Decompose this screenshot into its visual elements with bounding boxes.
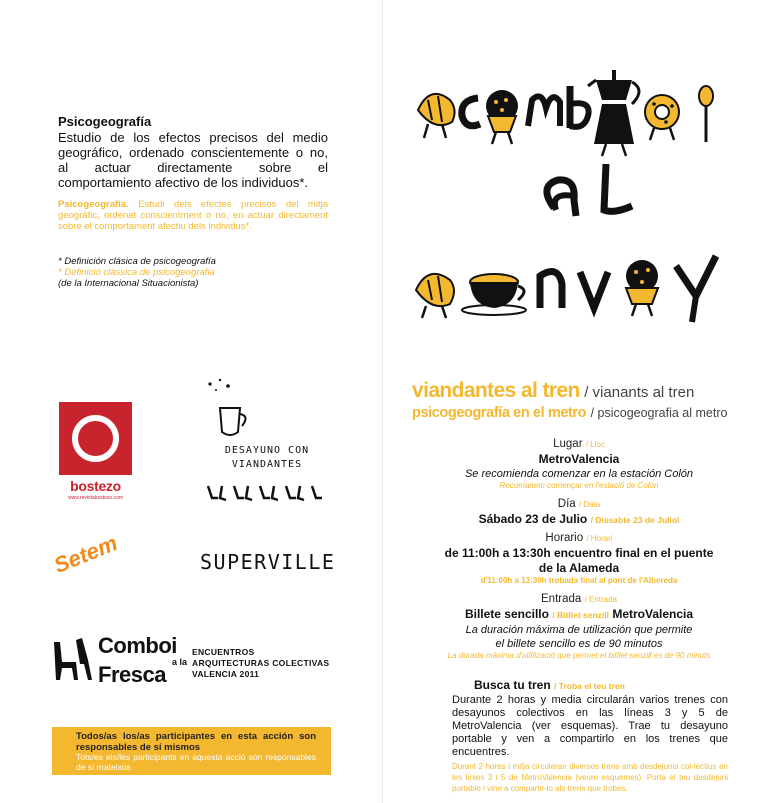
letter-n-icon (540, 272, 562, 309)
desayuno-logo-art (200, 376, 330, 506)
definition-ca (58, 199, 328, 232)
footnote (58, 256, 318, 289)
donut-icon (645, 95, 679, 140)
subhead-ca: / psicogeografia al metro (590, 406, 728, 420)
definition-ca-text: Estudi dels efectes precisos del mitja geogràfic, ordenat conscientment o no, en actuar directament sobre el comportament afectiu dels individus*. (58, 199, 328, 232)
section-lugar (424, 437, 734, 491)
notice-ca: Tots/es els/les participants en aquesta acció són responsables de sí mateixos (76, 752, 316, 772)
entrada-label-ca: / Entrada (584, 595, 617, 604)
letter-l-icon (604, 164, 632, 211)
subhead (412, 404, 727, 422)
footnote-source: (de la Internacional Situacionista) (58, 278, 199, 289)
letter-m-icon (528, 96, 560, 126)
letter-b-icon (570, 86, 589, 128)
encuentros-label: ENCUENTROS ARQUITECTURAS COLECTIVAS VALENCIA 2011 (192, 647, 330, 679)
croissant-icon (418, 94, 455, 138)
title-art (410, 60, 745, 330)
moka-pot-icon (588, 70, 639, 156)
definition-title: Psicogeografía (58, 114, 152, 129)
splash-dots-icon (208, 379, 229, 391)
lugar-value: MetroValencia (538, 452, 620, 466)
section-entrada (424, 592, 734, 661)
busca-text: Durante 2 horas y media circularán varios trenes con desayunos colectivos en las líneas 3 y 5 de MetroValencia (ver esquemas). Trae tu desayuno portable y ven a compartirlo en los trenes que encuentres. (452, 694, 728, 758)
lugar-note: Se recomienda comenzar en la estación Colón (464, 468, 694, 480)
footnote-ca: * Definició clàssica de psicogeografia (58, 267, 215, 278)
section-dia (424, 497, 734, 528)
setem-logo: Setem (50, 530, 121, 579)
entrada-note: La duración máxima de utilización que permite el billete sencillo es de 90 minutos (465, 624, 693, 650)
muffin-icon (626, 260, 658, 316)
lugar-label-ca: / Lloc (585, 440, 605, 449)
headline-ca: / vianants al tren (584, 384, 695, 401)
entrada-label: Entrada (541, 593, 582, 605)
dia-label: Día (557, 498, 576, 510)
headline (412, 379, 694, 403)
lugar-label: Lugar (553, 438, 583, 450)
comboi-wordmark-1: Comboi (98, 633, 177, 658)
chair-icon (50, 634, 96, 684)
bostezo-ring-icon (72, 415, 119, 462)
section-horario (424, 531, 734, 586)
notice-es: Todos/as los/as participantes en esta acción son responsables de sí mismos (76, 731, 316, 753)
letter-y-icon (676, 256, 716, 322)
walking-feet-icon (208, 486, 322, 500)
entrada-value-ca: / Bitllet senzill (552, 610, 609, 620)
letter-v-icon (580, 272, 608, 308)
croissant-icon (416, 274, 454, 318)
dia-label-ca: / Data (578, 500, 601, 509)
spoon-icon (699, 86, 713, 142)
page-fold (382, 0, 383, 803)
entrada-value-2: MetroValencia (612, 607, 694, 621)
lugar-note-ca: Recomanem començar en l'estació de Colón (499, 481, 659, 490)
busca-text-ca: Durant 2 hores i mitja circularan diversos trens amb desdejunis col·lectius en les línies 3 i 5 de MetroValencia (veure esquemes). Porta el teu desdejuni portable i vine a compartir-lo als trens que trobes. (452, 762, 728, 793)
dia-value-ca: / Dissabte 23 de Juliol (590, 515, 680, 525)
coffee-cup-icon (462, 274, 526, 315)
dia-value: Sábado 23 de Julio (478, 512, 588, 526)
horario-label: Horario (545, 532, 584, 544)
busca-title-ca: / Troba el teu tren (554, 681, 625, 691)
comboi-a-la: a la (172, 657, 188, 667)
comboi-wordmark-2: Fresca (98, 662, 166, 687)
muffin-icon (486, 90, 518, 144)
section-busca (452, 678, 728, 794)
bostezo-logo (59, 402, 132, 475)
footnote-es: * Definición clásica de psicogeografía (58, 256, 216, 267)
letter-a-icon (547, 180, 576, 216)
letter-c-icon (462, 98, 480, 126)
subhead-es: psicogeografía en el metro (412, 405, 587, 421)
entrada-value: Billete sencillo (464, 607, 549, 621)
headline-es: viandantes al tren (412, 379, 580, 402)
definition-ca-term: Psicogeografia. (58, 199, 129, 210)
desayuno-wordmark: DESAYUNO CON VIANDANTES (224, 445, 310, 470)
coffee-cup-icon (220, 408, 246, 435)
bostezo-wordmark: bostezo (70, 478, 121, 494)
bostezo-url: www.revistabostezo.com (67, 495, 124, 501)
horario-value: de 11:00h a 13:30h encuentro final en el puente de la Alameda (444, 546, 714, 575)
busca-title: Busca tu tren (474, 678, 551, 692)
horario-value-ca: d'11:00h a 13:30h trobada final al pont de l'Albereda (480, 576, 678, 585)
horario-label-ca: / Horari (586, 534, 613, 543)
superville-logo: SUPERVILLE (200, 550, 336, 574)
definition-es: Estudio de los efectos precisos del medio geográfico, ordenado conscientemente o no, al actuar directamente sobre el comportamiento afectivo de los individuos*. (58, 130, 328, 190)
entrada-note-ca: La durada màxima d'utilització que permet el bitllet senzill es de 90 minuts (447, 651, 711, 660)
